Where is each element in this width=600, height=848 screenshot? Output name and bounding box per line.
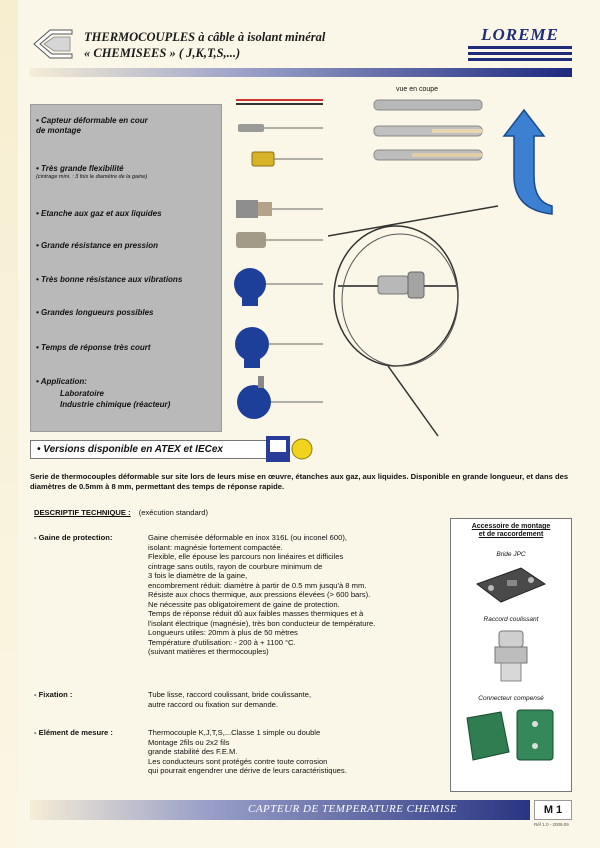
- section-gaine-label: - Gaine de protection:: [34, 533, 113, 542]
- page-code: M 1: [534, 800, 572, 820]
- feature-1-dot: •: [36, 116, 42, 125]
- desc-title: DESCRIPTIF TECHNIQUE :: [34, 508, 131, 517]
- footer-bar: [30, 800, 530, 820]
- accessories-title2: et de raccordement: [478, 531, 544, 538]
- accessory-raccord-label: Raccord coulissant: [483, 616, 539, 623]
- feature-8: • Application:: [36, 377, 87, 386]
- application-line2: Industrie chimique (réacteur): [60, 400, 171, 409]
- accessory-connecteur-label: Connecteur compensé: [478, 695, 544, 702]
- feature-6: • Grandes longueurs possibles: [36, 308, 154, 317]
- logo-text: LOREME: [481, 25, 559, 44]
- intro-paragraph: Serie de thermocouples déformable sur site lors de leurs mise en œuvre, étanches aux gaz, aux liquides. Disponible en grande longueur, et dans des diamètres de 0.5mm à 8 mm, permettant des temps de réponse rapide.: [30, 472, 569, 491]
- accessory-connecteur-image: [461, 706, 561, 766]
- section-element-label: - Elément de mesure :: [34, 728, 113, 737]
- section-element-text: Thermocouple K,J,T,S,...Classe 1 simple ou double Montage 2fils ou 2x2 fils grande stabilité des F.E.M. Les conducteurs sont protégés contre toute corrosion qui pourrait engendrer une dérive de leurs caractéristiques.: [148, 728, 347, 775]
- section-view-tubes: [372, 96, 488, 168]
- feature-5: • Très bonne résistance aux vibrations: [36, 275, 183, 284]
- corner-logo: [32, 26, 74, 62]
- feature-4: • Grande résistance en pression: [36, 241, 158, 250]
- feature-2-note: (cintrage mini. : 3 fois le diamètre de la gaine): [36, 174, 148, 180]
- atex-cert-icon: [266, 436, 314, 462]
- section-view-caption: vue en coupe: [396, 86, 439, 93]
- footer-ref: Réf 1.0 - 2009.09: [534, 822, 569, 827]
- bend-arrow-icon: [494, 106, 554, 216]
- section-fixation-text: Tube lisse, raccord coulissant, bride coulissante, autre raccord ou fixation sur demande.: [148, 690, 312, 709]
- product-sensors: [228, 92, 328, 432]
- feature-1: • Capteur déformable en cour de montage: [36, 116, 148, 135]
- accessory-raccord-image: [481, 627, 541, 687]
- sensor-coil: [328, 200, 498, 440]
- application-line1: Laboratoire: [60, 389, 105, 398]
- atex-banner: [30, 440, 274, 459]
- atex-text: • Versions disponible en ATEX et IECex: [37, 444, 223, 455]
- feature-2: • Très grande flexibilité (cintrage mini. : 3 fois le diamètre de la gaine): [36, 164, 206, 181]
- loreme-logo: [468, 26, 572, 64]
- page-title-line1: THERMOCOUPLES à câble à isolant minéral: [84, 30, 326, 44]
- left-band: [0, 0, 18, 848]
- accessory-bride-label: Bride JPC: [496, 551, 526, 558]
- feature-7: • Temps de réponse très court: [36, 343, 151, 352]
- page-title-line2: « CHEMISEES » ( J,K,T,S,...): [84, 46, 241, 60]
- desc-header: [34, 508, 208, 518]
- section-fixation-label: - Fixation :: [34, 690, 73, 699]
- feature-3: • Etanche aux gaz et aux liquides: [36, 209, 162, 218]
- section-gaine-text: Gaine chemisée déformable en inox 316L (ou inconel 600), isolant: magnésie fortement compactée. Flexible, elle épouse les parcours non linéaires et difficiles cintrage sans outils, rayon de courbure minimum de 3 fois le diamètre de la gaine, encombrement réduit: diamètre à partir de 0.5 mm jusqu'à 8 mm. Résiste aux chocs thermique, aux pressions élevées (> 600 bars). Ne nécessite pas obligatoirement de gaine de protection. Temps de réponse réduit dû aux faibles masses thermiques et à l'isolant électrique (magnésie), très bon conducteur de température. Longueurs utiles: 20mm à plus de 50 mètres Température d'utilisation: - 200 à + 1100 °C. (suivant matières et thermocouples): [148, 533, 376, 656]
- footer-title: CAPTEUR DE TEMPERATURE CHEMISE: [248, 803, 458, 815]
- accessory-bride-image: [471, 562, 551, 608]
- header-bar: [30, 68, 572, 77]
- accessories-box: [450, 518, 572, 792]
- desc-note: (exécution standard): [138, 508, 208, 517]
- accessories-title1: Accessoire de montage: [471, 523, 551, 530]
